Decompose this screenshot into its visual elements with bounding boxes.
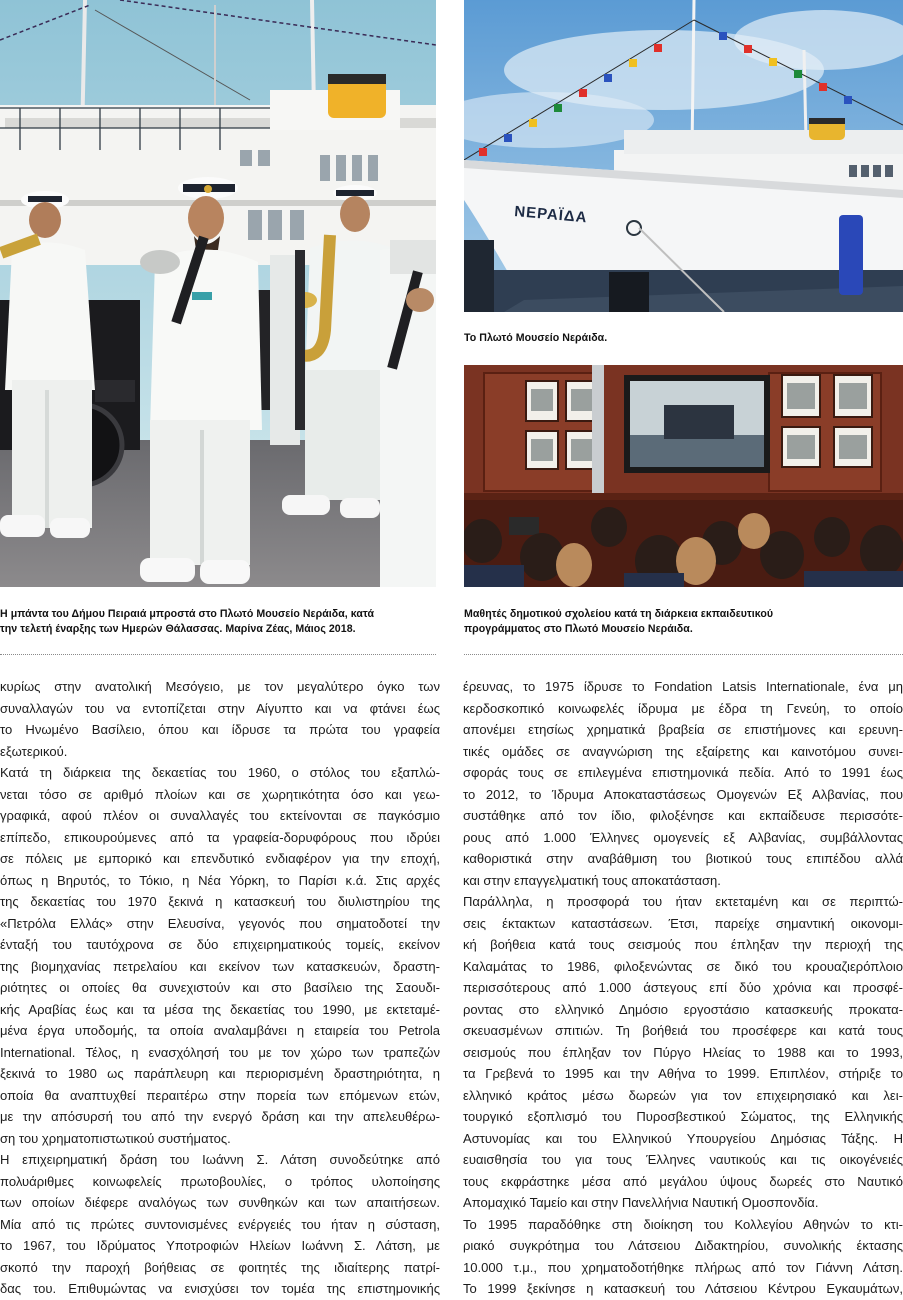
text-line: Το 1995 παραδόθηκε στη διοίκηση του Κολλεγίου Αθηνών το κτι- (463, 1216, 903, 1232)
text-line: το 2012, το Ίδρυμα Αποκαταστάσεως Ομογενών Εξ Αλβανίας, που (463, 786, 903, 802)
text-line: κής Αραβίας έως και τα μέσα της δεκαετίας του 1990, με εκτεταμέ- (0, 1001, 440, 1017)
text-line: τουργικό εξοπλισμό του Πυροσβεστικού Σώματος, της Ελληνικής (463, 1109, 903, 1124)
caption-line: προγράμματος στο Πλωτό Μουσείο Νεράιδα. (464, 623, 693, 635)
text-line: κερδοσκοπικό κοινωφελές ίδρυμα με έδρα τη Γενεύη, το οποίο (463, 700, 903, 716)
text-line: Κατά τη διάρκεια της δεκαετίας του 1960, ο στόλος του εξαπλώ- (0, 765, 440, 780)
caption-line: Το Πλωτό Μουσείο Νεράιδα. (464, 332, 608, 344)
text-line: κυρίως στην ανατολική Μεσόγειο, με τον μεγαλύτερο όγκο των (0, 679, 440, 694)
text-line: Απομαχικό Ταμείο και στην Πανελλήνια Ναυτική Ομοσπονδία. (463, 1195, 819, 1210)
text-line: τα Γρεβενά το 1995 και την Αθήνα το 1999. Επιπλέον, στήριξε το (463, 1066, 903, 1081)
ship-photo-illustration (464, 0, 903, 312)
text-line: της δεκαετίας του 1970 ξεκινά η κατασκευή του διυλιστηρίου της (0, 894, 440, 909)
dotted-divider-left (0, 654, 436, 655)
text-line: Καλαμάτας το 1986, φιλοξενώντας σε δικό του κρουαζιερόπλοιο (463, 958, 903, 974)
text-line: Η επιχειρηματική δράση του Ιωάννη Σ. Λάτση συνοδεύτηκε από (0, 1152, 440, 1167)
text-line: το 1967, του Ιδρύματος Υποτροφιών Ηλείων Ιωάννη Σ. Λάτση, με (0, 1238, 440, 1253)
text-line: ξεκινά το 1980 ως παράπλευρη και περιορισμένη δραστηριότητα, η (0, 1066, 440, 1081)
text-line: επίπεδο, επικουρούμενες από τα γραφεία-δορυφόρους που ιδρύει (0, 829, 440, 845)
text-line: των οποίων διέφερε αναλόγως των συνθηκών και των απαιτήσεων. (0, 1195, 440, 1210)
text-line: ένταξή του ταυτόχρονα σε δύο επιχειρηματικούς τομείς, εκείνον (0, 937, 440, 952)
text-line: Το 1999 ξεκίνησε η κατασκευή του Λάτσειου Κέντρου Εγκαυμάτων, (463, 1281, 903, 1296)
ship-photo (464, 0, 903, 312)
caption-line: την τελετή έναρξης των Ημερών Θάλασσας. Μαρίνα Ζέας, Μάιος 2018. (0, 623, 356, 635)
band-photo-caption (0, 607, 440, 637)
text-line: σεις έκτακτων καταστάσεων. Έτσι, παρείχε σημαντική οικονομι- (463, 915, 903, 931)
text-line: συναλλαγών του να εντοπίζεται στην Αίγυπτο και να φτάνει έως (0, 700, 440, 716)
text-line: το Ηνωμένο Βασίλειο, όπου και ίδρυσε τα πρώτα του γραφεία (0, 722, 440, 737)
dotted-divider-right (464, 654, 903, 655)
text-line: ελληνικό κράτος μέσω δωρεών για τον επιχειρησιακό και λει- (463, 1087, 903, 1103)
text-line: ευαισθησία του για τους Έλληνες ναυτικούς και τις οικογένειές (463, 1152, 903, 1167)
classroom-photo (464, 365, 903, 587)
text-line: εξωτερικού. (0, 743, 68, 759)
band-photo (0, 0, 436, 587)
caption-line: Μαθητές δημοτικού σχολείου κατά τη διάρκεια εκπαιδευτικού (464, 608, 774, 620)
text-line: International. Τέλος, η ενασχόλησή του με τον χώρο των τραπεζών (0, 1044, 440, 1060)
text-line: ριότητες οι οποίες θα συνεχιστούν και στο βασίλειο της Σαουδι- (0, 980, 440, 995)
text-line: ροντας στο ελληνικό Δημόσιο εργοστάσιο κατασκευής προκατα- (463, 1001, 903, 1017)
text-line: σκοπό την παροχή βοήθειας σε φοιτητές της ιδιαίτερης πατρί- (0, 1259, 440, 1275)
text-line: της βιομηχανίας πετρελαίου και εκείνον των κατασκευών, δραστη- (0, 958, 440, 974)
text-line: σφοράς τους σε επιλεγμένα επιστημονικά πεδία. Από το 1991 έως (463, 765, 903, 780)
text-line: 10.000 τ.μ., που χρηματοδοτήθηκε πλήρως από τον Γιάννη Λάτση. (463, 1259, 903, 1275)
text-line: απονέμει ετησίως χρηματικά βραβεία σε επιστήμονες και ερευνη- (463, 722, 903, 737)
text-line: ση του χρηματοπιστωτικού συστήματος. (0, 1130, 231, 1146)
caption-line: Η μπάντα του Δήμου Πειραιά μπροστά στο Πλωτό Μουσείο Νεράιδα, κατά (0, 608, 375, 620)
text-line: περισσότερους από 1.000 άστεγους επί δύο χρόνια και προσφέ- (463, 980, 903, 995)
text-line: γραφικά, αφού πλέον οι συναλλαγές του εκτείνονται σε παγκόσμιο (0, 808, 440, 823)
text-line: νεται τόσο σε αριθμό πλοίων και σε χωρητικότητα όσο και γεω- (0, 786, 440, 802)
text-line: και στην επαγγελματική τους αποκατάσταση. (463, 872, 721, 888)
text-column-right (463, 676, 903, 1300)
text-line: οποία θα αναπτυχθεί περαιτέρω στην πορεία των επόμενων ετών, (0, 1087, 440, 1103)
text-line: με την απόσυρσή του από την ενεργό δράση και την απελευθέρω- (0, 1109, 440, 1124)
text-column-left (0, 676, 440, 1300)
text-line: συστάθηκε από τον ίδιο, φιλοξένησε και εκπαίδευσε περισσότε- (463, 808, 903, 823)
text-line: σεισμούς που έπληξαν τον Πύργο Ηλείας το 1988 και το 1993, (463, 1044, 903, 1060)
text-line: καθοριστικά στην αναβάθμιση του βιοτικού τους επιπέδου αλλά (463, 851, 903, 866)
text-line: Αστυνομίας και του Ελληνικού Υπουργείου Δημόσιας Τάξης. Η (463, 1130, 903, 1146)
text-line: ρους από 1.000 Έλληνες ομογενείς εξ Αλβανίας, συμβάλλοντας (463, 829, 903, 845)
text-line: μένα έργα υποδομής, τα οποία αναλαμβάνει η εταιρεία του Petrola (0, 1023, 440, 1038)
classroom-photo-illustration (464, 365, 903, 587)
text-line: πολυάριθμες κοινωφελείς πρωτοβουλίες, ο τρόπος υλοποίησης (0, 1173, 440, 1189)
ship-photo-caption (464, 331, 903, 346)
text-line: «Πετρόλα Ελλάς» στην Ελευσίνα, γεγονός που σηματοδοτεί την (0, 915, 440, 931)
classroom-photo-caption (464, 607, 903, 637)
text-line: τους εκφράστηκε μέσα από μεγάλου ύψους δωρεές στο Ναυτικό (463, 1173, 903, 1189)
text-line: δας του. Επιθυμώντας να ενισχύσει τον τομέα της επιστημονικής (0, 1281, 440, 1296)
text-line: ριακό συγκρότημα του Λάτσειου Διδακτηρίου, συνολικής έκτασης (463, 1238, 903, 1253)
band-photo-illustration (0, 0, 436, 587)
text-line: έρευνας, το 1975 ίδρυσε το Fondation Latsis Internationale, ένα μη (463, 679, 903, 694)
text-line: σκευασμένων σπιτιών. Τη βοήθειά του προσέφερε και κατά τους (463, 1023, 903, 1038)
text-line: σε πόλεις με εμπορικό και επενδυτικό ενδιαφέρον για την εποχή, (0, 851, 440, 866)
text-line: όπως η Βηρυτός, το Τόκιο, η Νέα Υόρκη, το Παρίσι κ.ά. Στις αρχές (0, 872, 440, 888)
text-line: Παράλληλα, η προσφορά του ήταν εκτεταμένη και σε περιπτώ- (463, 894, 903, 909)
ship-hull-name: ΝΕΡΑΪΔΑ (513, 203, 589, 227)
text-line: τικές ομάδες σε αναγνώριση της εξαίρετης και καινοτόμου συνει- (463, 743, 903, 759)
text-line: Μία από τις πρώτες συντονισμένες ενέργειές του ήταν η σύσταση, (0, 1216, 440, 1232)
text-line: κή βοήθεια κατά τους σεισμούς που έπληξαν την περιοχή της (463, 937, 903, 952)
